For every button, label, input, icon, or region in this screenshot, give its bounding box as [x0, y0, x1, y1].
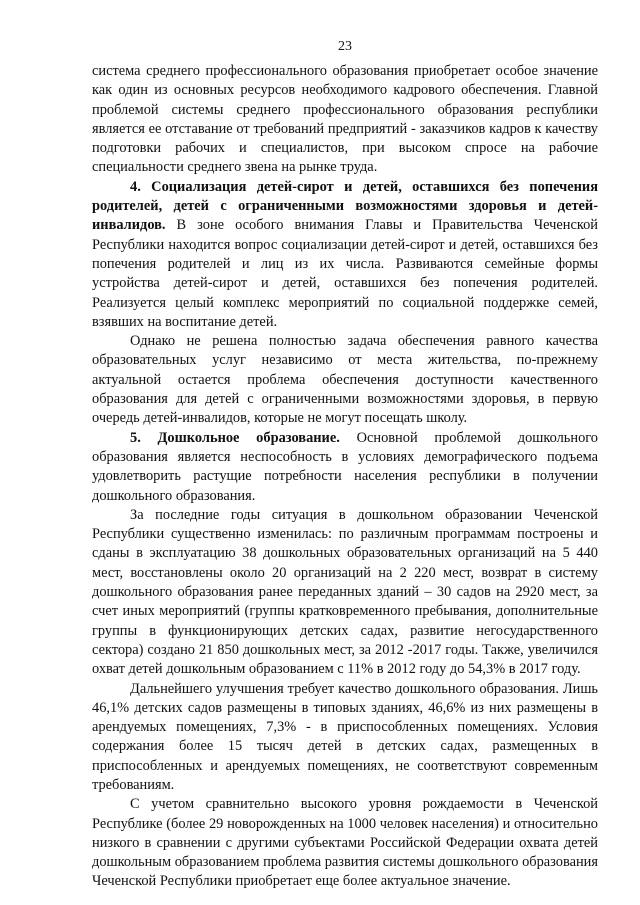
paragraph-4-text: Основной проблемой дошкольного образования является неспособность в условиях демографического подъема удовлетворить растущие потребности населения республики в получении дошкольного образования. [92, 429, 598, 504]
paragraph-2-text: В зоне особого внимания Главы и Правительства Чеченской Республики находится вопрос социализации детей-сирот и детей, оставшихся без попечения родителей и лиц из их числа. Развиваются семейные формы устройства детей-сирот и детей, оставшихся без попечения родителей. Реализуется целый комплекс мероприятий по социальной поддержке семей, взявших на воспитание детей. [92, 217, 598, 330]
paragraph-1 [92, 62, 598, 178]
paragraph-4 [92, 429, 598, 506]
section-heading-4: 4. Социализация детей-сирот и детей, оставшихся без попечения родителей, детей с ограниченными возможностями здоровья и детей-инвалидов. [92, 178, 598, 234]
paragraph-7 [92, 795, 598, 891]
paragraph-6 [92, 680, 598, 796]
paragraph-3 [92, 332, 598, 428]
paragraph-1-text: система среднего профессионального образования приобретает особое значение как один из основных ресурсов необходимого кадрового обеспечения. Главной проблемой системы среднего профессионального образования республики является ее отставание от требований предприятий - заказчиков кадров к качеству подготовки рабочих и специалистов, при высоком спросе на рабочие специальности среднего звена на рынке труда. [92, 63, 598, 176]
page-number: 23 [338, 39, 352, 54]
section-heading-5: 5. Дошкольное образование. [130, 429, 340, 446]
paragraph-7-text: С учетом сравнительно высокого уровня рождаемости в Чеченской Республике (более 29 новорожденных на 1000 человек населения) и относительно низкого в сравнении с другими субъектами Российской Федерации охвата детей дошкольным образованием проблема развития системы дошкольного образования Чеченской Республики приобретает еще более актуальное значение. [92, 796, 598, 890]
paragraph-6-text: Дальнейшего улучшения требует качество дошкольного образования. Лишь 46,1% детских садов размещены в типовых зданиях, 46,6% из них размещены в арендуемых помещениях, 7,3% - в приспособленных помещениях. Условия содержания более 15 тысяч детей в детских садах, размещенных в приспособленных и арендуемых помещениях, не соответствуют современным требованиям. [92, 680, 598, 793]
document-page [92, 38, 598, 892]
paragraph-2 [92, 178, 598, 332]
paragraph-3-text: Однако не решена полностью задача обеспечения равного качества образовательных услуг независимо от места жительства, по-прежнему актуальной остается проблема обеспечения доступности качественного образования для детей с ограниченными возможностями здоровья, в первую очередь детей-инвалидов, которые не могут посещать школу. [92, 333, 598, 427]
paragraph-5 [92, 506, 598, 680]
paragraph-5-text: За последние годы ситуация в дошкольном образовании Чеченской Республики существенно изменилась: по различным программам построены и сданы в эксплуатацию 38 дошкольных образовательных организаций на 5 440 мест, восстановлены около 20 организаций на 2 220 мест, возврат в систему дошкольного образования ранее переданных зданий – 30 садов на 2920 мест, за счет иных мероприятий (группы кратковременного пребывания, дополнительные группы в функционирующих детских садах, развитие негосударственного сектора) создано 21 850 дошкольных мест, за 2012 -2017 годы. Также, увеличился охват детей дошкольным образованием с 11% в 2012 году до 54,3% в 2017 году. [92, 506, 598, 678]
